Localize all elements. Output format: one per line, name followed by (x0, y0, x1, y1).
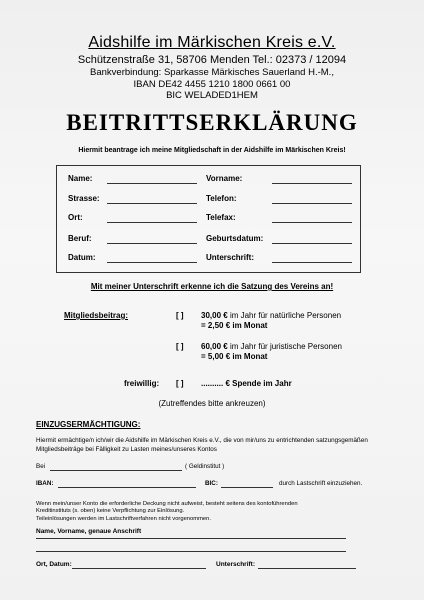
natural-fee-text: im Jahr für natürliche Personen (229, 311, 342, 320)
unterschrift-label: Unterschrift: (206, 253, 255, 262)
telefon-label: Telefon: (206, 194, 237, 203)
strasse-field[interactable] (107, 203, 197, 204)
telefax-label: Telefax: (206, 213, 236, 222)
geburtsdatum-label: Geburtsdatum: (206, 234, 264, 243)
geburtsdatum-field[interactable] (272, 243, 352, 244)
bank-suffix: ( Geldinstitut ) (185, 463, 225, 470)
name-label: Name: (68, 174, 93, 183)
note-line: Teileinlösungen werden im Lastschriftverfahren nicht vorgenommen. (36, 515, 211, 522)
debit-note (36, 501, 386, 523)
bank-details (0, 67, 424, 102)
bank-label: Bei (36, 463, 46, 470)
legal-person-checkbox[interactable]: [ ] (176, 342, 184, 351)
bank-line: Bankverbindung: Sparkasse Märkisches Sauerland H.-M., (90, 67, 334, 78)
name-field[interactable] (107, 183, 197, 184)
page-title: BEITRITTSERKLÄRUNG (66, 110, 358, 135)
intro-text: Hiermit beantrage ich meine Mitgliedschaft in der Aidshilfe im Märkischen Kreis! (78, 147, 346, 154)
address-field-line-2[interactable] (36, 551, 346, 552)
legal-fee-text: im Jahr für juristische Personen (229, 342, 342, 351)
datum-label: Datum: (68, 253, 96, 262)
iban-label: IBAN: (36, 480, 54, 487)
debit-signature-label: Unterschrift: (216, 561, 256, 568)
datum-field[interactable] (107, 262, 197, 263)
beruf-label: Beruf: (68, 234, 92, 243)
natural-fee-line (201, 311, 341, 321)
debit-signature-field[interactable] (258, 568, 356, 569)
telefon-field[interactable] (272, 203, 352, 204)
bic-suffix: durch Lastschrift einzuziehen. (279, 480, 363, 487)
vorname-label: Vorname: (206, 174, 243, 183)
unterschrift-field[interactable] (272, 262, 352, 263)
ort-field[interactable] (107, 222, 197, 223)
org-address: Schützenstraße 31, 58706 Menden Tel.: 02373 / 12094 (77, 54, 347, 66)
bank-name-field[interactable] (50, 470, 182, 471)
org-name: Aidshilfe im Märkischen Kreis e.V. (88, 34, 336, 51)
legal-fee-monthly: = 5,00 € im Monat (201, 352, 268, 361)
iban-field[interactable] (58, 487, 196, 488)
fee-label: Mitgliedsbeitrag: (64, 311, 129, 320)
debit-heading: EINZUGSERMÄCHTIGUNG: (36, 420, 141, 429)
legal-fee-amount: 60,00 € (201, 342, 228, 351)
iban-line: IBAN DE42 4455 1210 1800 0661 00 (133, 78, 291, 90)
natural-fee-monthly: = 2,50 € im Monat (201, 321, 268, 330)
statute-notice: Mit meiner Unterschrift erkenne ich die Satzung des Vereins an! (90, 282, 334, 291)
bic-label: BIC: (205, 480, 218, 487)
note-line: Wenn mein/unser Konto die erforderliche Deckung nicht aufweist, besteht seitens des kontoführenden (36, 501, 298, 507)
selection-hint: (Zutreffendes bitte ankreuzen) (158, 399, 266, 408)
note-line: Kreditinstituts (s. oben) keine Verpflichtung zur Einlösung. (36, 508, 185, 515)
address-label: Name, Vorname, genaue Anschrift (36, 528, 142, 535)
telefax-field[interactable] (272, 222, 352, 223)
strasse-label: Strasse: (68, 194, 100, 203)
ort-label: Ort: (68, 213, 83, 222)
beruf-field[interactable] (107, 243, 197, 244)
natural-person-checkbox[interactable]: [ ] (176, 311, 184, 320)
debit-authorization-text: Hiermit ermächtige/n ich/wir die Aidshilfe im Märkischen Kreis e.V., die von mir/uns zu entrichtenden satzungsgemäßen Mitgliedsbeiträge bei Fälligkeit zu Lasten meines/unseres Kontos (36, 437, 368, 453)
legal-fee-line (201, 342, 342, 352)
address-field-line-1[interactable] (36, 538, 346, 539)
voluntary-checkbox[interactable]: [ ] (176, 379, 184, 388)
place-date-field[interactable] (72, 568, 206, 569)
place-date-label: Ort, Datum: (36, 561, 72, 568)
bic-field[interactable] (221, 487, 273, 488)
bic-line: BIC WELADED1HEM (166, 90, 258, 101)
natural-fee-amount: 30,00 € (201, 311, 228, 320)
vorname-field[interactable] (272, 183, 352, 184)
voluntary-label: freiwillig: (124, 379, 160, 388)
voluntary-donation: .......... € Spende im Jahr (201, 379, 292, 388)
